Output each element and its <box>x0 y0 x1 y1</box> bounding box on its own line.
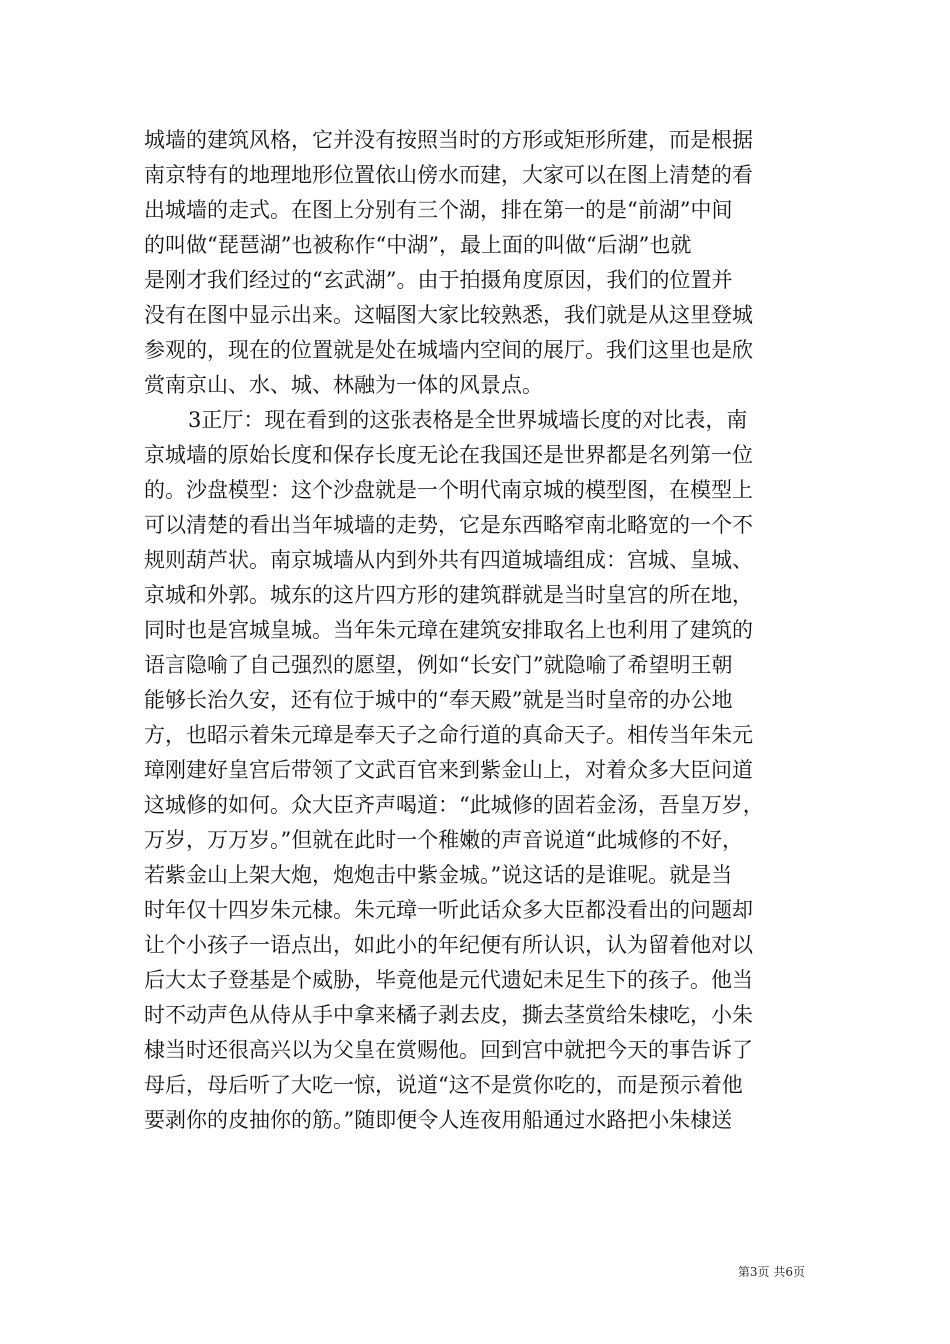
text-line: 京城和外郭。城东的这片四方形的建筑群就是当时皇宫的所在地， <box>144 583 753 607</box>
text-line: 时年仅十四岁朱元棣。朱元璋一听此话众多大臣都没看出的问题却 <box>144 898 753 922</box>
text-line: 后大太子登基是个威胁，毕竟他是元代遗妃未足生下的孩子。他当 <box>144 968 753 992</box>
text-line: 同时也是宫城皇城。当年朱元璋在建筑安排取名上也利用了建筑的 <box>144 618 753 642</box>
text-line: 参观的，现在的位置就是处在城墙内空间的展厅。我们这里也是欣 <box>144 338 753 362</box>
text-line: 是刚才我们经过的“玄武湖”。由于拍摄角度原因，我们的位置并 <box>144 268 733 292</box>
text-line: 时不动声色从侍从手中拿来橘子剥去皮，撕去茎赏给朱棣吃，小朱 <box>144 1003 753 1027</box>
page-number: 第3页 共6页 <box>737 1265 805 1279</box>
text-line: 璋刚建好皇宫后带领了文武百官来到紫金山上，对着众多大臣问道 <box>144 758 753 782</box>
text-line: 京城墙的原始长度和保存长度无论在我国还是世界都是名列第一位 <box>144 443 753 467</box>
text-line: 棣当时还很高兴以为父皇在赏赐他。回到宫中就把今天的事告诉了 <box>144 1038 753 1062</box>
text-line: 城墙的建筑风格，它并没有按照当时的方形或矩形所建，而是根据 <box>144 128 753 152</box>
text-line: 可以清楚的看出当年城墙的走势，它是东西略窄南北略宽的一个不 <box>144 513 753 537</box>
text-line: 语言隐喻了自己强烈的愿望，例如“长安门”就隐喻了希望明王朝 <box>144 653 733 677</box>
text-line: 母后，母后听了大吃一惊，说道“这不是赏你吃的，而是预示着他 <box>144 1073 743 1097</box>
text-line: 规则葫芦状。南京城墙从内到外共有四道城墙组成：宫城、皇城、 <box>144 548 753 572</box>
text-line: 这城修的如何。众大臣齐声喝道：“此城修的固若金汤，吾皇万岁， <box>144 793 764 817</box>
text-line: 赏南京山、水、城、林融为一体的风景点。 <box>144 373 543 397</box>
text-line: 没有在图中显示出来。这幅图大家比较熟悉，我们就是从这里登城 <box>144 303 753 327</box>
text-line: 的。沙盘模型：这个沙盘就是一个明代南京城的模型图，在模型上 <box>144 478 753 502</box>
text-line: 让个小孩子一语点出，如此小的年纪便有所认识，认为留着他对以 <box>144 933 753 957</box>
text-line: 方，也昭示着朱元璋是奉天子之命行道的真命天子。相传当年朱元 <box>144 723 753 747</box>
text-line: 南京特有的地理地形位置依山傍水而建，大家可以在图上清楚的看 <box>144 163 753 187</box>
text-line: 的叫做“琵琶湖”也被称作“中湖”，最上面的叫做“后湖”也就 <box>144 233 692 257</box>
text-line: 若紫金山上架大炮，炮炮击中紫金城。”说这话的是谁呢。就是当 <box>144 863 733 887</box>
text-line: 出城墙的走式。在图上分别有三个湖，排在第一的是“前湖”中间 <box>144 198 733 222</box>
body-text <box>144 123 808 1138</box>
text-line: 能够长治久安，还有位于城中的“奉天殿”就是当时皇帝的办公地 <box>144 688 733 712</box>
page-footer <box>0 1263 950 1289</box>
paragraph-start-line: 3正厅：现在看到的这张表格是全世界城墙长度的对比表，南 <box>188 408 748 432</box>
text-line: 要剥你的皮抽你的筋。”随即便令人连夜用船通过水路把小朱棣送 <box>144 1108 733 1132</box>
text-line: 万岁，万万岁。”但就在此时一个稚嫩的声音说道“此城修的不好， <box>144 828 743 852</box>
